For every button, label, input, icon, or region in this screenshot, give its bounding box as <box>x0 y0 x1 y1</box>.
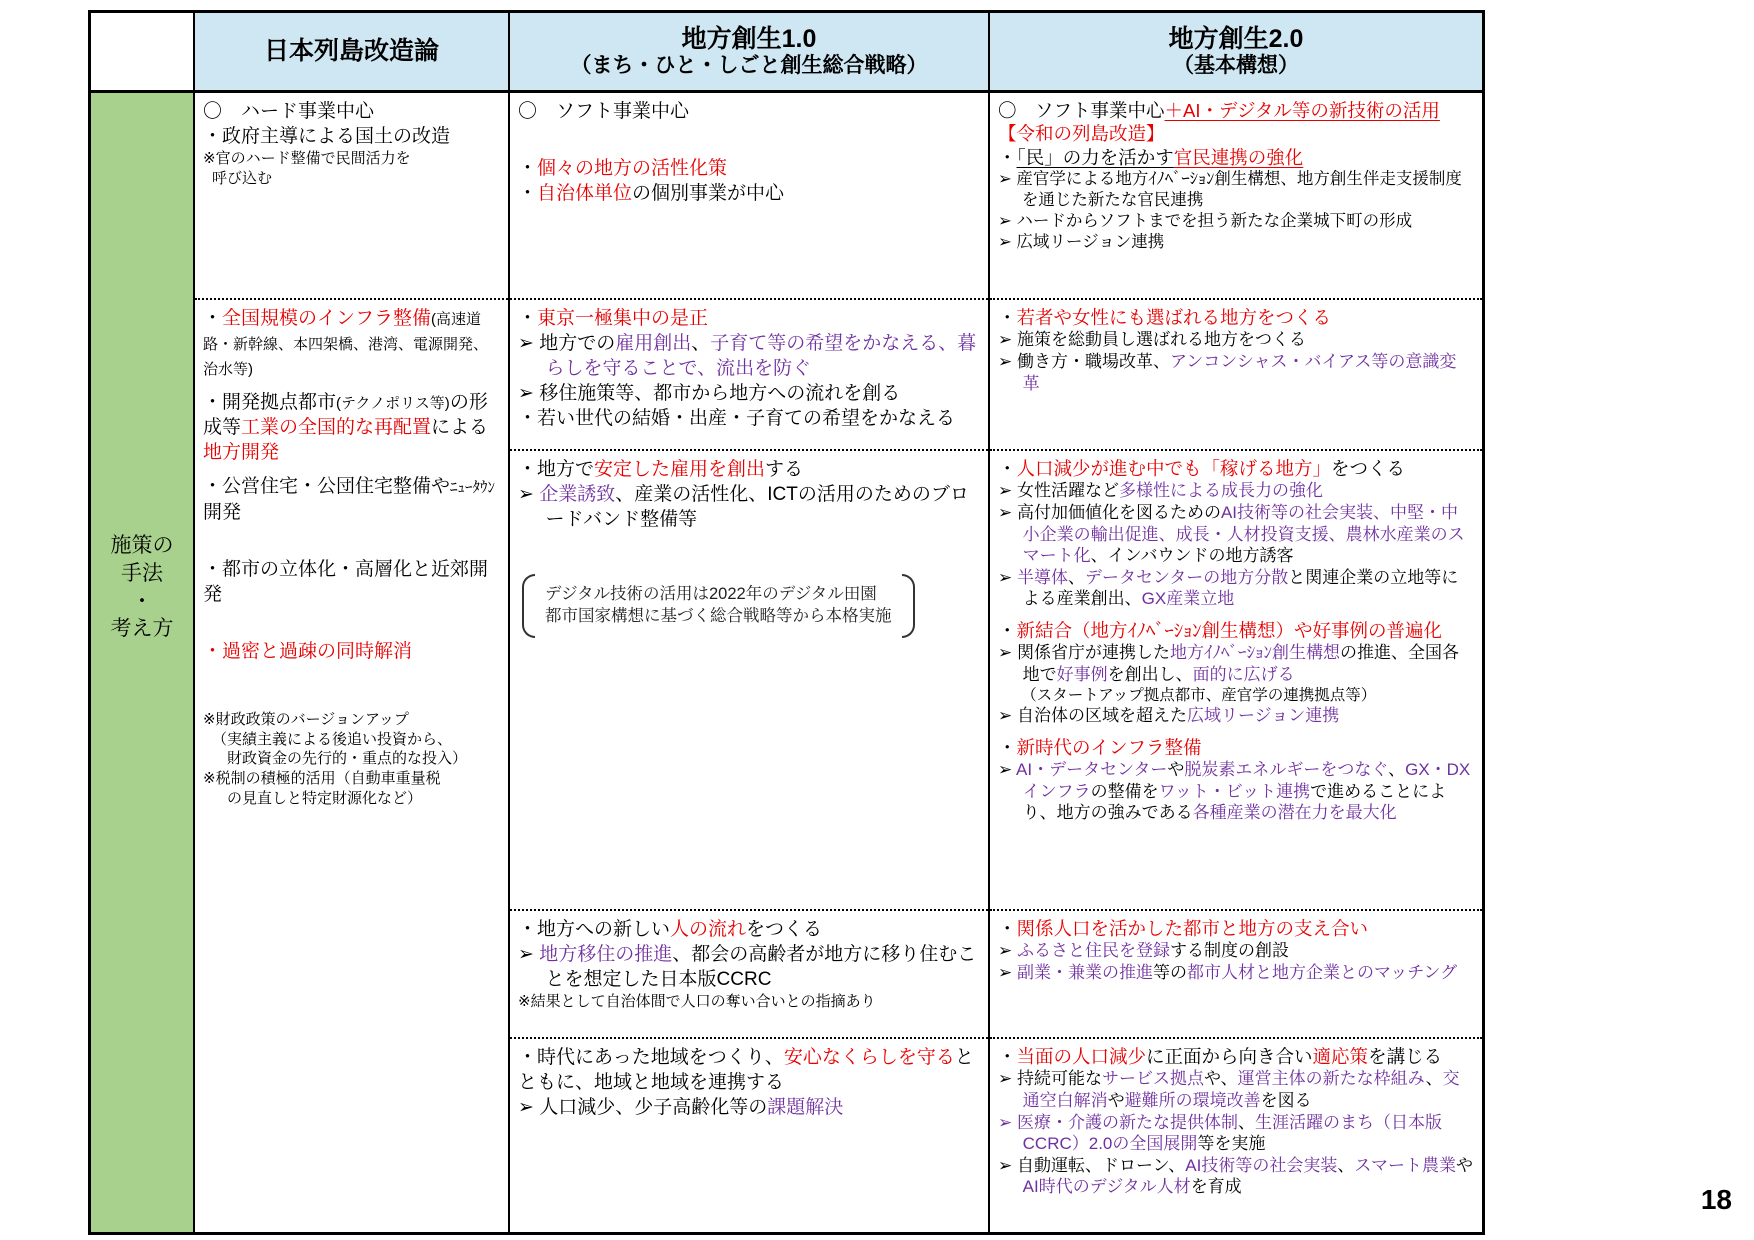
corner-cell <box>91 13 193 90</box>
left-brace-decoration <box>522 574 535 638</box>
page-number: 18 <box>1700 1184 1732 1215</box>
digital-note-text: デジタル技術の活用は2022年のデジタル田園 都市国家構想に基づく総合戦略等から本格実施 <box>545 585 892 625</box>
policy-comparison-table <box>88 10 1485 1235</box>
column-chihososei-2-0 <box>988 93 1482 1232</box>
cell-cs10-people-flow: ・地方への新しい人の流れをつくる ➢ 地方移住の推進、都会の高齢者が地方に移り住むことを想定した日本版CCRC ※結果として自治体間で人口の奪い合いとの指摘あり <box>510 909 988 1037</box>
column-subtitle: （基本構想） <box>1173 53 1299 77</box>
column-title: 日本列島改造論 <box>263 37 439 66</box>
cell-cs20-adaptation: ・当面の人口減少に正面から向き合い適応策を講じる ➢ 持続可能なサービス拠点や、運営主体の新たな枠組み、交通空白解消や避難所の環境改善を図る ➢ 医療・介護の新たな提供体制、生涯活躍のまち（日本版CCRC）2.0の全国展開等を実施 ➢ 自動運転、ドローン、AI技術等の社会実装、スマート農業やAI時代のデジタル人材を育成 <box>990 1037 1482 1232</box>
cell-cs20-overview: 〇 ソフト事業中心＋AI・デジタル等の新技術の活用 【令和の列島改造】 ・「民」の力を活かす官民連携の強化 ➢ 産官学による地方ｲﾉﾍﾞｰｼｮﾝ創生構想、地方創生伴走支援制度を通じた新たな官民連携 ➢ ハードからソフトまでを担う新たな企業城下町の形成 ➢ 広域リージョン連携 <box>998 100 1462 252</box>
column-title: 地方創生2.0 <box>1168 25 1304 54</box>
column-header-chihososei-2-0 <box>988 13 1482 90</box>
body-row <box>91 93 1482 1232</box>
cell-cs20-related-population: ・関係人口を活かした都市と地方の支え合い ➢ ふるさと住民を登録する制度の創設 ➢ 副業・兼業の推進等の都市人材と地方企業とのマッチング <box>990 909 1482 1037</box>
column-header-nihon-retto-kaizoron <box>193 13 508 90</box>
cell-cs10-employment-text: ・地方で安定した雇用を創出する ➢ 企業誘致、産業の活性化、ICTの活用のためのブロードバンド整備等 <box>518 459 969 531</box>
row-label-text: 施策の 手法 ・ 考え方 <box>110 534 174 641</box>
cell-cs10-overview: 〇 ソフト事業中心 ・個々の地方の活性化策 ・自治体単位の個別事業が中心 <box>518 101 785 205</box>
cell-cs10-employment <box>510 449 988 909</box>
cell-cs20-earning-region: ・人口減少が進む中でも「稼げる地方」をつくる ➢ 女性活躍など多様性による成長力の強化 ➢ 高付加価値化を図るためのAI技術等の社会実装、中堅・中小企業の輸出促進、成長・人材投資支援、農林水産業のスマート化、インバウンドの地方誘客 ➢ 半導体、データセンターの地方分散と関連企業の立地等による産業創出、GX産業立地 ・新結合（地方ｲﾉﾍﾞｰｼｮﾝ創生構想）や好事例の普遍化 ➢ 関係省庁が連携した地方ｲﾉﾍﾞｰｼｮﾝ創生構想の推進、全国各地で好事例を創出し、面的に広げる （スタートアップ拠点都市、産官学の連携拠点等） ➢ 自治体の区域を超えた広域リージョン連携 ・新時代のインフラ整備 ➢ AI・データセンターや脱炭素エネルギーをつなぐ、GX・DXインフラの整備をワット・ビット連携で進めることにより、地方の強みである各種産業の潜在力を最大化 <box>990 449 1482 909</box>
cell-retto-measures: ・全国規模のインフラ整備(高速道路・新幹線、本四架橋、港湾、電源開発、治水等) ・開発拠点都市(テクノポリス等)の形成等工業の全国的な再配置による地方開発 ・公営住宅・公団住宅整備やﾆｭｰﾀｳﾝ開発 ・都市の立体化・高層化と近郊開発 ・過密と過疎の同時解消 ※財政政策のバージョンアップ （実績主義による後追い投資から、 財政資金の先行的・重点的な投入） ※税制の積極的活用（自動車重量税 の見直しと特定財源化など） <box>195 298 508 1232</box>
column-subtitle: （まち・ひと・しごと創生総合戦略） <box>570 53 928 77</box>
row-label-shisaku-no-shuho <box>91 93 193 1232</box>
column-title: 地方創生1.0 <box>681 25 817 54</box>
cell-retto-overview: 〇 ハード事業中心 ・政府主導による国土の改造 ※官のハード整備で民間活力を 呼び込む <box>203 101 451 187</box>
header-row <box>91 13 1482 93</box>
right-brace-decoration <box>902 574 915 638</box>
column-chihososei-1-0 <box>508 93 988 1232</box>
digital-note <box>522 574 915 638</box>
column-nihon-retto-kaizoron <box>193 93 508 1232</box>
cell-cs20-chosen-region: ・若者や女性にも選ばれる地方をつくる ➢ 施策を総動員し選ばれる地方をつくる ➢ 働き方・職場改革、アンコンシャス・バイアス等の意識変革 <box>990 298 1482 449</box>
column-header-chihososei-1-0 <box>508 13 988 90</box>
cell-cs10-tokyo-concentration: ・東京一極集中の是正 ➢ 地方での雇用創出、子育て等の希望をかなえる、暮らしを守ることで、流出を防ぐ ➢ 移住施策等、都市から地方への流れを創る ・若い世代の結婚・出産・子育ての希望をかなえる <box>510 298 988 449</box>
cell-cs10-community: ・時代にあった地域をつくり、安心なくらしを守るとともに、地域と地域を連携する ➢ 人口減少、少子高齢化等の課題解決 <box>510 1037 988 1232</box>
